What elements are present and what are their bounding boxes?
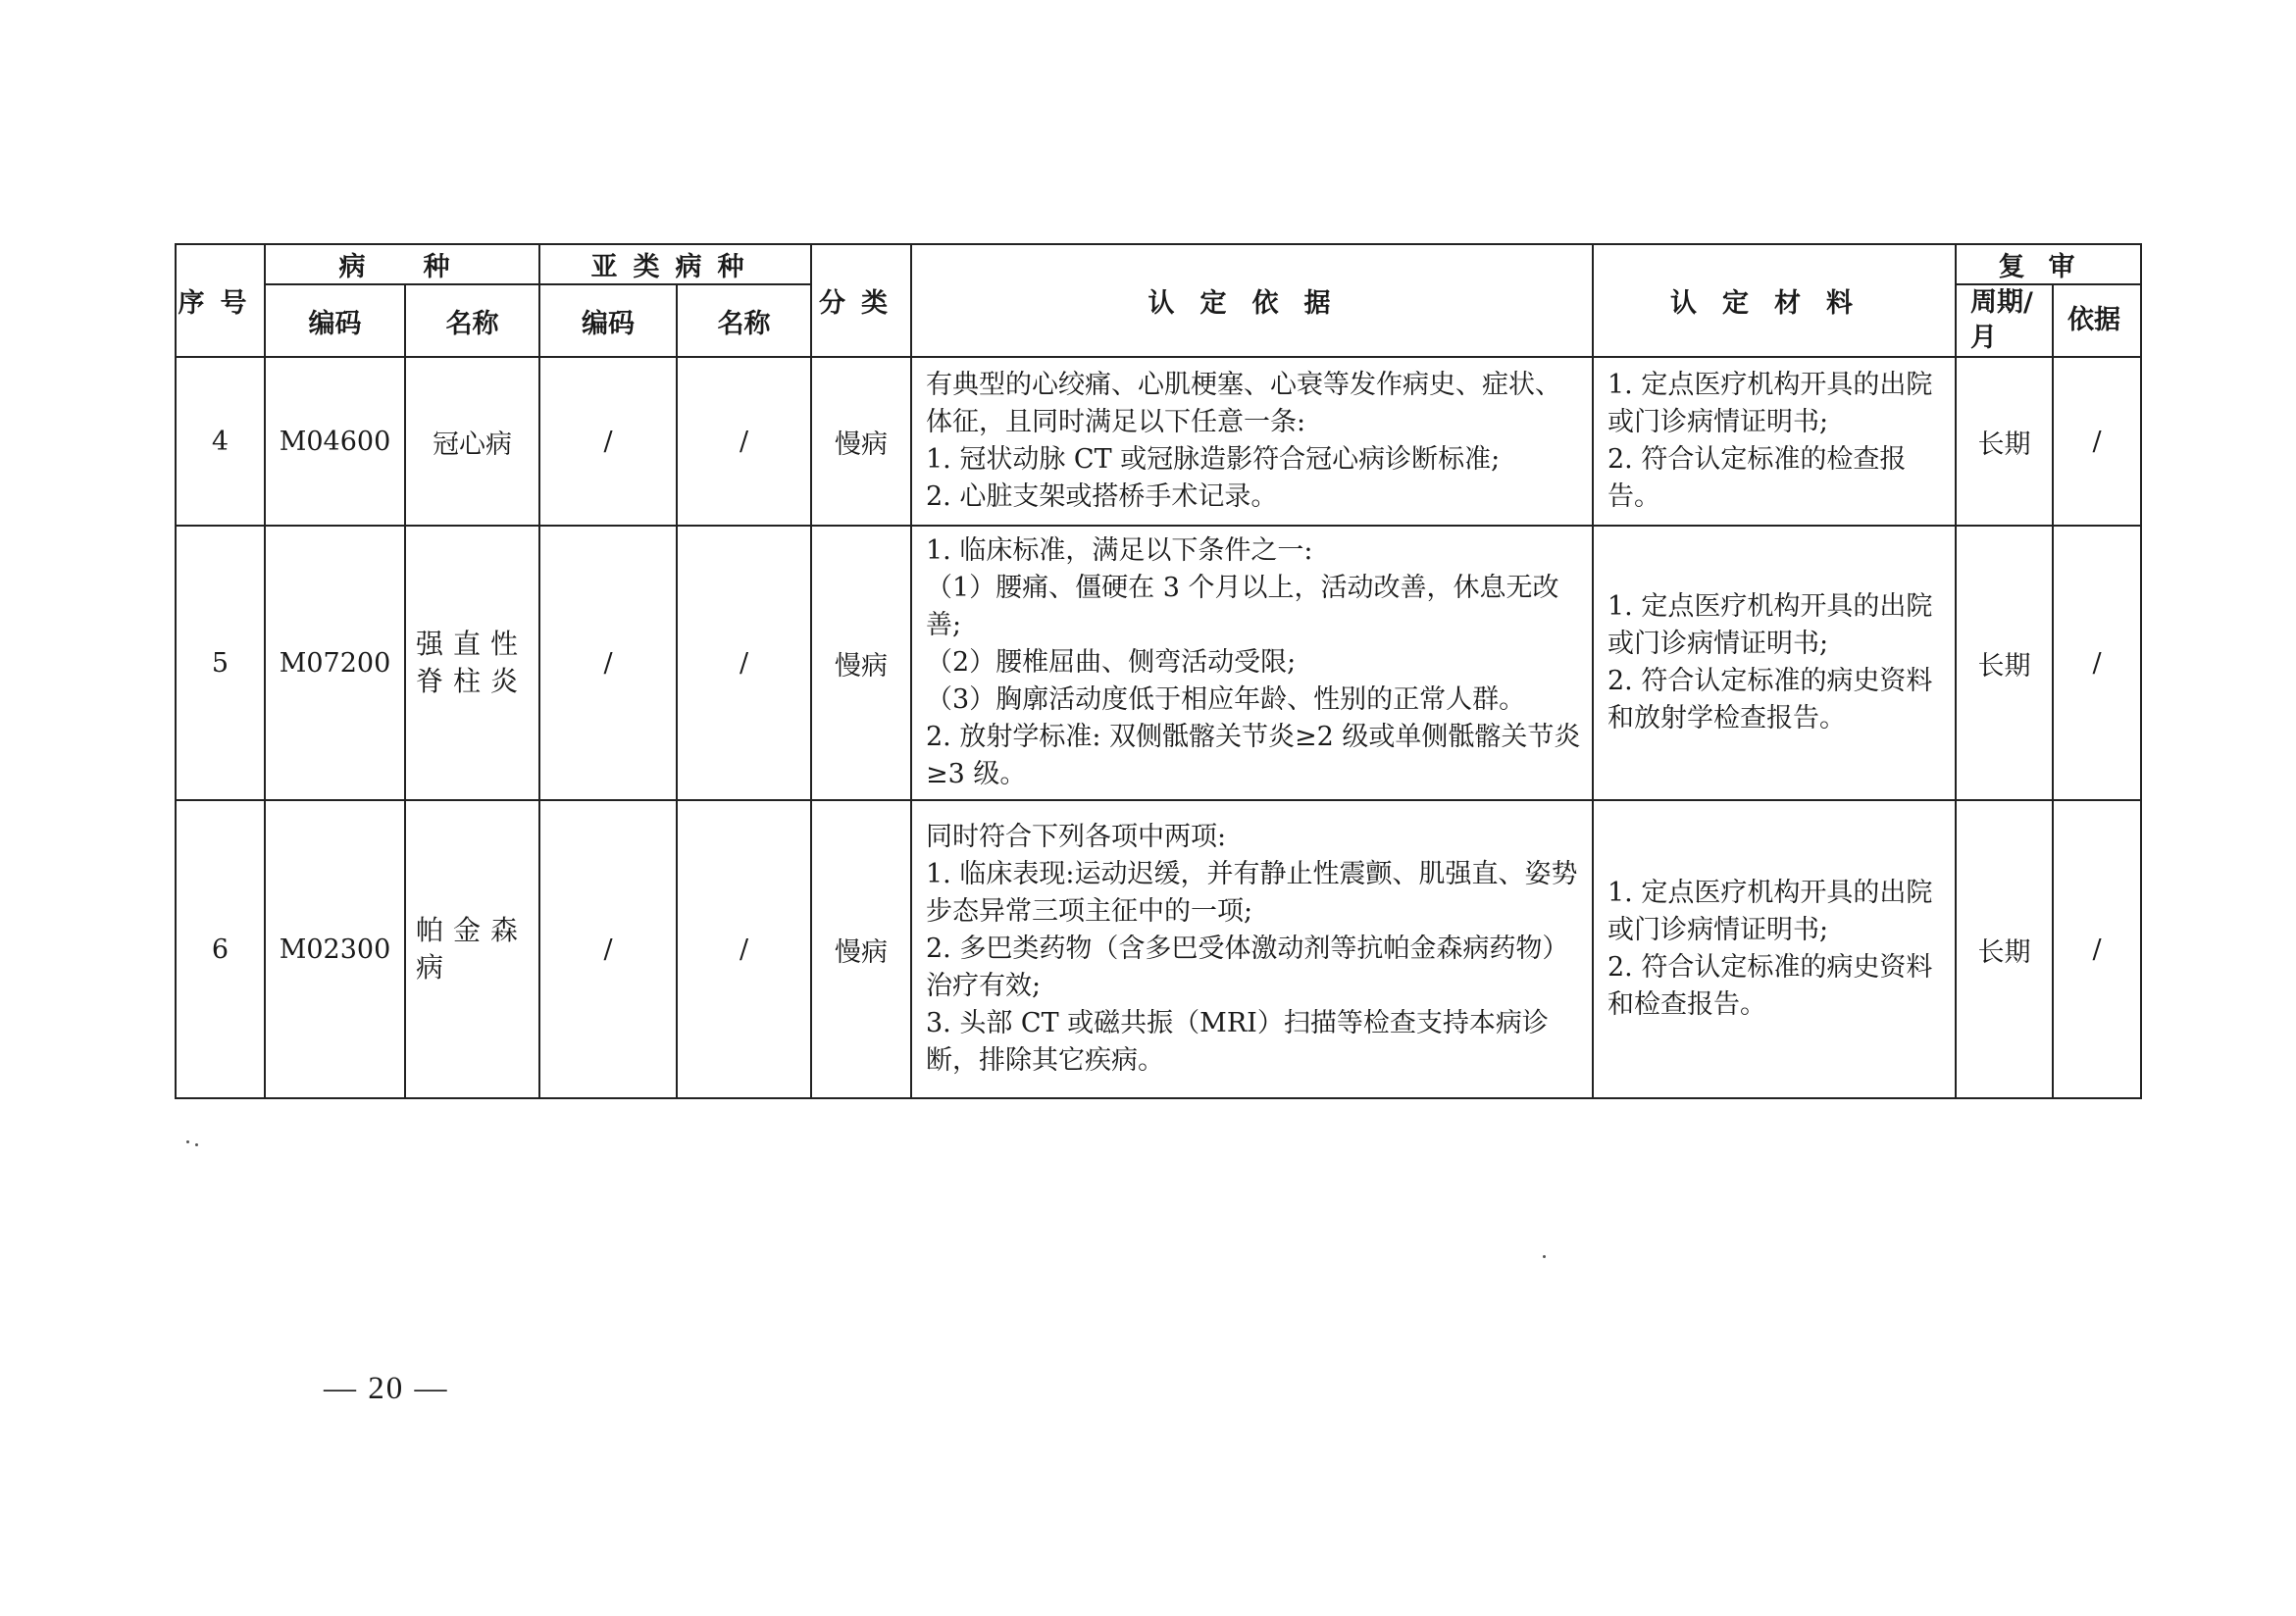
page-number: — 20 — — [324, 1371, 449, 1406]
row-materials: 1. 定点医疗机构开具的出院或门诊病情证明书; 2. 符合认定标准的病史资料和放射学检查报告。 — [1593, 526, 1956, 800]
scan-speck — [186, 1140, 189, 1143]
row-review-basis: / — [2053, 800, 2141, 1098]
row-seq: 4 — [176, 357, 265, 526]
row-basis: 1. 临床标准，满足以下条件之一: （1）腰痛、僵硬在 3 个月以上，活动改善，休息无改善; （2）腰椎屈曲、侧弯活动受限; （3）胸廓活动度低于相应年龄、性别的正常人群。 2. 放射学标准: 双侧骶髂关节炎≥2 级或单侧骶髂关节炎≥3 级。 — [911, 526, 1593, 800]
row-seq: 5 — [176, 526, 265, 800]
row-sub-code: / — [539, 357, 677, 526]
table-row — [176, 800, 2141, 1098]
row-code: M07200 — [265, 526, 405, 800]
row-sub-name: / — [677, 800, 811, 1098]
header-materials: 认定材料 — [1593, 244, 1956, 357]
disease-table — [175, 243, 2142, 1099]
row-code: M04600 — [265, 357, 405, 526]
row-materials: 1. 定点医疗机构开具的出院或门诊病情证明书; 2. 符合认定标准的病史资料和检查报告。 — [1593, 800, 1956, 1098]
row-review-basis: / — [2053, 357, 2141, 526]
row-category: 慢病 — [811, 526, 911, 800]
header-period: 周期/月 — [1956, 284, 2053, 357]
header-review-basis: 依据 — [2053, 284, 2141, 357]
header-basis: 认定依据 — [911, 244, 1593, 357]
row-sub-code: / — [539, 800, 677, 1098]
row-sub-name: / — [677, 526, 811, 800]
row-name: 冠心病 — [405, 357, 539, 526]
row-review-basis: / — [2053, 526, 2141, 800]
header-subclass: 亚类病种 — [539, 244, 811, 284]
row-materials: 1. 定点医疗机构开具的出院或门诊病情证明书; 2. 符合认定标准的检查报告。 — [1593, 357, 1956, 526]
row-name: 强直性脊柱炎 — [405, 526, 539, 800]
table-row — [176, 357, 2141, 526]
header-seq: 序号 — [176, 244, 265, 357]
row-name: 帕金森病 — [405, 800, 539, 1098]
header-subclass-code: 编码 — [539, 284, 677, 357]
row-code: M02300 — [265, 800, 405, 1098]
row-period: 长期 — [1956, 357, 2053, 526]
table-row — [176, 526, 2141, 800]
row-category: 慢病 — [811, 800, 911, 1098]
row-basis: 同时符合下列各项中两项: 1. 临床表现:运动迟缓，并有静止性震颤、肌强直、姿势步态异常三项主征中的一项; 2. 多巴类药物（含多巴受体激动剂等抗帕金森病药物）治疗有效; 3. 头部 CT 或磁共振（MRI）扫描等检查支持本病诊断，排除其它疾病。 — [911, 800, 1593, 1098]
header-subclass-name: 名称 — [677, 284, 811, 357]
header-disease: 病 种 — [265, 244, 539, 284]
header-disease-name: 名称 — [405, 284, 539, 357]
header-category: 分类 — [811, 244, 911, 357]
row-sub-code: / — [539, 526, 677, 800]
row-category: 慢病 — [811, 357, 911, 526]
row-seq: 6 — [176, 800, 265, 1098]
row-basis: 有典型的心绞痛、心肌梗塞、心衰等发作病史、症状、体征，且同时满足以下任意一条: 1. 冠状动脉 CT 或冠脉造影符合冠心病诊断标准; 2. 心脏支架或搭桥手术记录。 — [911, 357, 1593, 526]
header-disease-code: 编码 — [265, 284, 405, 357]
header-review: 复审 — [1956, 244, 2141, 284]
row-period: 长期 — [1956, 526, 2053, 800]
row-sub-name: / — [677, 357, 811, 526]
scan-speck — [195, 1143, 198, 1146]
scan-speck — [1543, 1255, 1546, 1258]
row-period: 长期 — [1956, 800, 2053, 1098]
